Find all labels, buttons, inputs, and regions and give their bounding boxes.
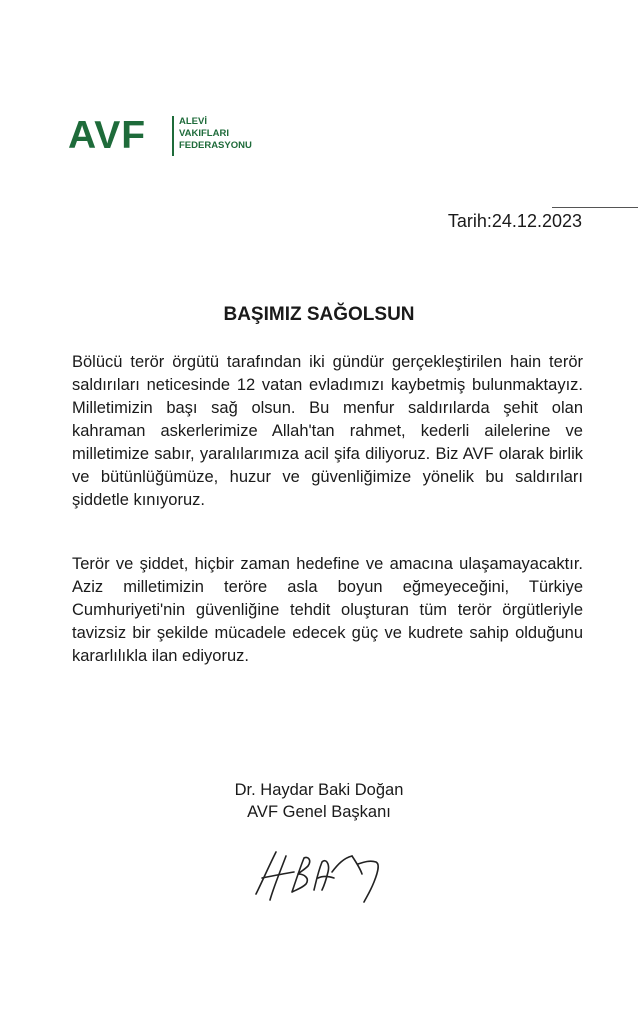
logo-mark: AVF: [68, 114, 147, 157]
logo-wordmark: [179, 116, 252, 152]
paragraph-2: Terör ve şiddet, hiçbir zaman hedefine ve amacına ulaşamayacaktır. Aziz milletimizin teröre asla boyun eğmeyeceğini, Türkiye Cumhuriyeti'nin güvenliğine tehdit oluşturan tüm terör örgütleriyle tavizsiz bir şekilde mücadele edecek güç ve kudrete sahip olduğunu kararlılıkla ilan ediyoruz.: [72, 555, 583, 665]
logo-line-2: VAKIFLARI: [179, 128, 229, 139]
document-date: Tarih:24.12.2023: [447, 211, 582, 231]
logo-line-1: ALEVİ: [179, 116, 207, 127]
signer-block: [0, 779, 638, 823]
logo-line-3: FEDERASYONU: [179, 140, 252, 151]
date-rule: [552, 207, 638, 208]
logo-divider: [172, 116, 174, 156]
document-title: BAŞIMIZ SAĞOLSUN: [223, 304, 415, 325]
paragraph-1: Bölücü terör örgütü tarafından iki gündür gerçekleştirilen hain terör saldırıları neticesinde 12 vatan evladımızı kaybetmiş bulunmaktayız. Milletimizin başı sağ olsun. Bu menfur saldırılarda şehit olan kahraman askerlerimize Allah'tan rahmet, kederli ailelerine ve milletimize sabır, yaralılarımıza acil şifa diliyoruz. Biz AVF olarak birlik ve bütünlüğümüze, huzur ve güvenliğimize yönelik bu saldırıları şiddetle kınıyoruz.: [72, 353, 583, 509]
signer-role: AVF Genel Başkanı: [247, 803, 391, 821]
handwritten-signature: [252, 842, 392, 906]
signer-name: Dr. Haydar Baki Doğan: [234, 781, 404, 799]
